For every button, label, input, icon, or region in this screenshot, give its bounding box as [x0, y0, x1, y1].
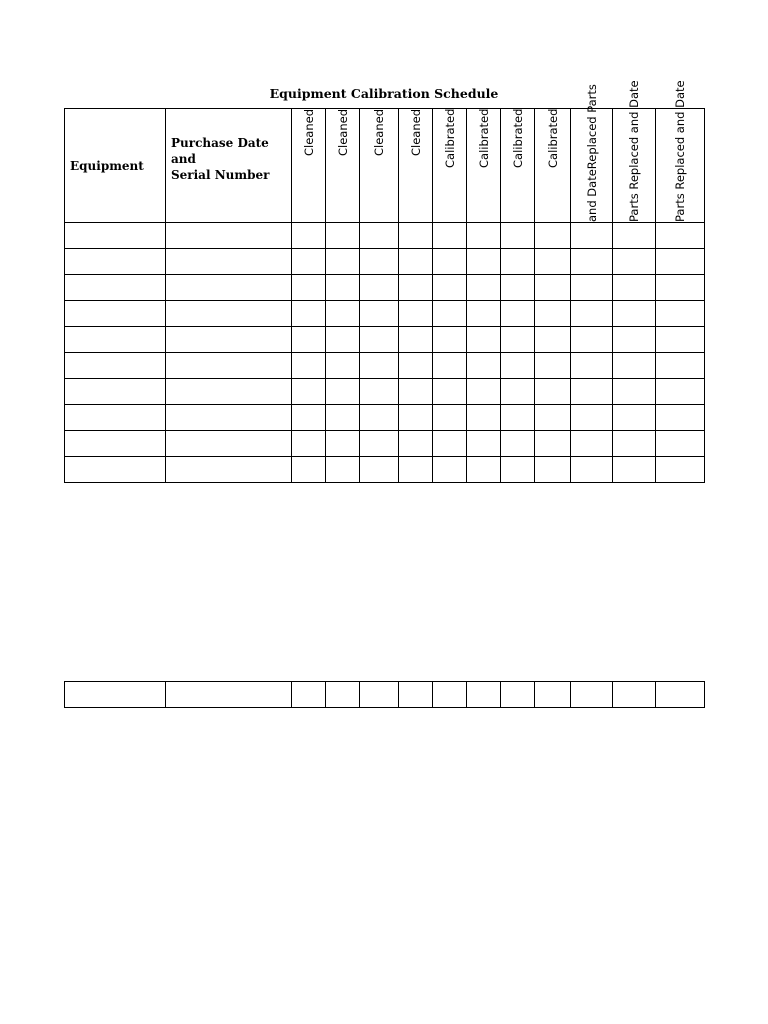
secondary-table-body [65, 682, 705, 708]
cleaned-header-1: Cleaned [292, 109, 326, 223]
equipment-header: Equipment [65, 109, 166, 223]
table-cell[interactable] [292, 405, 326, 431]
table-cell[interactable] [467, 249, 501, 275]
table-cell[interactable] [571, 379, 613, 405]
table-cell[interactable] [166, 682, 292, 708]
table-cell[interactable] [166, 223, 292, 249]
table-cell[interactable] [326, 327, 360, 353]
table-cell[interactable] [571, 405, 613, 431]
table-cell[interactable] [613, 379, 656, 405]
table-cell[interactable] [326, 223, 360, 249]
table-row [65, 327, 705, 353]
table-cell[interactable] [433, 457, 467, 483]
table-cell[interactable] [535, 405, 571, 431]
table-cell[interactable] [166, 405, 292, 431]
secondary-table [64, 681, 705, 708]
table-cell[interactable] [656, 353, 705, 379]
table-cell[interactable] [292, 275, 326, 301]
table-cell[interactable] [326, 249, 360, 275]
table-cell[interactable] [535, 327, 571, 353]
table-cell[interactable] [360, 431, 399, 457]
table-cell[interactable] [467, 353, 501, 379]
table-cell[interactable] [571, 327, 613, 353]
calibrated-header-2: Calibrated [467, 109, 501, 223]
table-cell[interactable] [433, 405, 467, 431]
table-cell[interactable] [65, 431, 166, 457]
table-cell[interactable] [65, 223, 166, 249]
table-cell[interactable] [613, 327, 656, 353]
table-cell[interactable] [467, 223, 501, 249]
table-cell[interactable] [501, 327, 535, 353]
table-body [65, 223, 705, 483]
table-cell[interactable] [360, 682, 399, 708]
table-cell[interactable] [166, 301, 292, 327]
table-cell[interactable] [656, 301, 705, 327]
table-cell[interactable] [501, 682, 535, 708]
table-cell[interactable] [501, 457, 535, 483]
table-cell[interactable] [65, 275, 166, 301]
table-cell[interactable] [433, 301, 467, 327]
table-row [65, 353, 705, 379]
table-cell[interactable] [656, 249, 705, 275]
table-cell[interactable] [326, 405, 360, 431]
table-cell[interactable] [656, 275, 705, 301]
table-cell[interactable] [360, 249, 399, 275]
table-cell[interactable] [326, 301, 360, 327]
table-cell[interactable] [65, 682, 166, 708]
table-cell[interactable] [501, 431, 535, 457]
table-cell[interactable] [433, 431, 467, 457]
table-cell[interactable] [292, 353, 326, 379]
table-cell[interactable] [360, 457, 399, 483]
table-row [65, 379, 705, 405]
table-cell[interactable] [571, 275, 613, 301]
table-cell[interactable] [399, 223, 433, 249]
table-cell[interactable] [467, 431, 501, 457]
table-row [65, 249, 705, 275]
table-cell[interactable] [292, 301, 326, 327]
table-cell[interactable] [535, 249, 571, 275]
table-cell[interactable] [360, 275, 399, 301]
table-cell[interactable] [399, 379, 433, 405]
table-cell[interactable] [467, 327, 501, 353]
table-cell[interactable] [292, 327, 326, 353]
table-row [65, 301, 705, 327]
table-cell[interactable] [326, 682, 360, 708]
table-cell[interactable] [360, 301, 399, 327]
table-cell[interactable] [467, 301, 501, 327]
purchase-date-serial-header: Purchase Date and Serial Number [166, 109, 292, 223]
table-cell[interactable] [326, 457, 360, 483]
table-cell[interactable] [535, 223, 571, 249]
table-cell[interactable] [166, 353, 292, 379]
table-cell[interactable] [326, 379, 360, 405]
table-row [65, 405, 705, 431]
parts-replaced-header-3: Parts Replaced and Date [656, 109, 705, 223]
table-cell[interactable] [656, 405, 705, 431]
parts-replaced-header-1: and DateReplaced Parts [571, 109, 613, 223]
table-cell[interactable] [292, 249, 326, 275]
table-cell[interactable] [399, 405, 433, 431]
calibrated-header-1: Calibrated [433, 109, 467, 223]
table-cell[interactable] [65, 249, 166, 275]
table-cell[interactable] [326, 431, 360, 457]
table-cell[interactable] [613, 457, 656, 483]
table-cell[interactable] [613, 682, 656, 708]
table-cell[interactable] [292, 431, 326, 457]
table-cell[interactable] [433, 327, 467, 353]
table-row [65, 457, 705, 483]
table-cell[interactable] [166, 249, 292, 275]
table-cell[interactable] [501, 249, 535, 275]
table-cell[interactable] [501, 353, 535, 379]
table-cell[interactable] [433, 223, 467, 249]
table-cell[interactable] [166, 431, 292, 457]
table-cell[interactable] [535, 379, 571, 405]
table-cell[interactable] [433, 379, 467, 405]
table-cell[interactable] [399, 275, 433, 301]
table-cell[interactable] [467, 682, 501, 708]
table-cell[interactable] [292, 379, 326, 405]
table-cell[interactable] [571, 353, 613, 379]
table-cell[interactable] [433, 682, 467, 708]
table-cell[interactable] [571, 301, 613, 327]
table-cell[interactable] [399, 249, 433, 275]
table-cell[interactable] [166, 275, 292, 301]
table-cell[interactable] [399, 301, 433, 327]
table-cell[interactable] [535, 457, 571, 483]
table-cell[interactable] [571, 223, 613, 249]
table-cell[interactable] [166, 379, 292, 405]
table-cell[interactable] [433, 353, 467, 379]
table-cell[interactable] [399, 457, 433, 483]
table-cell[interactable] [292, 457, 326, 483]
table-cell[interactable] [326, 275, 360, 301]
table-cell[interactable] [65, 301, 166, 327]
table-cell[interactable] [65, 457, 166, 483]
table-cell[interactable] [613, 405, 656, 431]
table-row [65, 431, 705, 457]
document-title: Equipment Calibration Schedule [269, 86, 499, 101]
table-cell[interactable] [467, 275, 501, 301]
table-cell[interactable] [656, 223, 705, 249]
table-cell[interactable] [535, 301, 571, 327]
table-cell[interactable] [571, 682, 613, 708]
table-cell[interactable] [656, 431, 705, 457]
table-cell[interactable] [535, 275, 571, 301]
table-cell[interactable] [326, 353, 360, 379]
calibrated-header-3: Calibrated [501, 109, 535, 223]
table-cell[interactable] [501, 223, 535, 249]
table-cell[interactable] [613, 275, 656, 301]
table-cell[interactable] [501, 405, 535, 431]
table-cell[interactable] [360, 405, 399, 431]
table-cell[interactable] [656, 379, 705, 405]
table-cell[interactable] [433, 249, 467, 275]
table-cell[interactable] [535, 353, 571, 379]
cleaned-header-3: Cleaned [360, 109, 399, 223]
calibrated-header-4: Calibrated [535, 109, 571, 223]
table-cell[interactable] [656, 327, 705, 353]
table-cell[interactable] [656, 682, 705, 708]
table-cell[interactable] [501, 379, 535, 405]
table-cell[interactable] [501, 275, 535, 301]
table-cell[interactable] [65, 379, 166, 405]
table-cell[interactable] [399, 682, 433, 708]
table-cell[interactable] [467, 405, 501, 431]
table-cell[interactable] [501, 301, 535, 327]
table-cell[interactable] [535, 682, 571, 708]
table-cell[interactable] [360, 327, 399, 353]
table-row [65, 275, 705, 301]
table-cell[interactable] [571, 431, 613, 457]
header-row [65, 109, 705, 223]
table-cell[interactable] [433, 275, 467, 301]
table-cell[interactable] [399, 327, 433, 353]
table-cell[interactable] [656, 457, 705, 483]
table-cell[interactable] [571, 457, 613, 483]
table-cell[interactable] [467, 379, 501, 405]
table-cell[interactable] [292, 682, 326, 708]
table-cell[interactable] [399, 353, 433, 379]
table-cell[interactable] [613, 249, 656, 275]
cleaned-header-2: Cleaned [326, 109, 360, 223]
table-cell[interactable] [535, 431, 571, 457]
parts-replaced-header-2: Parts Replaced and Date [613, 109, 656, 223]
table-cell[interactable] [166, 457, 292, 483]
table-row [65, 223, 705, 249]
table-cell[interactable] [65, 405, 166, 431]
table-cell[interactable] [613, 353, 656, 379]
table-cell[interactable] [613, 431, 656, 457]
table-cell[interactable] [360, 223, 399, 249]
table-cell[interactable] [360, 353, 399, 379]
table-cell[interactable] [65, 327, 166, 353]
table-row [65, 682, 705, 708]
table-cell[interactable] [292, 223, 326, 249]
table-cell[interactable] [613, 301, 656, 327]
table-cell[interactable] [613, 223, 656, 249]
table-cell[interactable] [65, 353, 166, 379]
table-cell[interactable] [360, 379, 399, 405]
table-cell[interactable] [166, 327, 292, 353]
table-cell[interactable] [571, 249, 613, 275]
table-cell[interactable] [399, 431, 433, 457]
table-cell[interactable] [467, 457, 501, 483]
cleaned-header-4: Cleaned [399, 109, 433, 223]
